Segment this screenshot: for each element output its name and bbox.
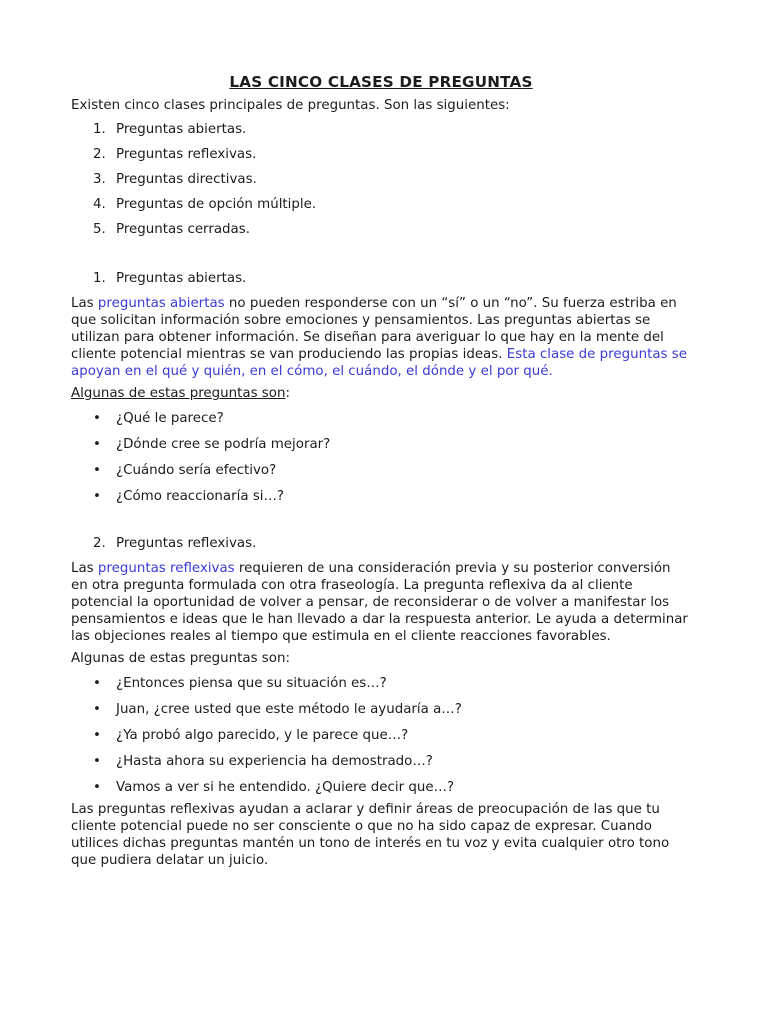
bullet-icon: • (93, 463, 101, 478)
section1-examples (71, 410, 691, 514)
list-number: 1. (93, 122, 106, 137)
bullet-icon: • (93, 728, 101, 743)
section2-heading (71, 535, 691, 560)
section-number: 2. (93, 536, 106, 551)
para-text: Las (71, 296, 98, 311)
bullet-item (71, 410, 691, 436)
list-item-text: Preguntas reflexivas. (116, 147, 257, 162)
list-item (71, 121, 691, 146)
para-text: requieren de una consideración previa y su posterior conversión en otra pregunta formulada con otra fraseología. La pregunta reflexiva da al cliente potencial la oportunidad de volver a pensar, de reconsiderar o de volver a manifestar los pensamientos e ideas que le han llevado a dar la respuesta anterior. Le ayuda a determinar las objeciones reales al tiempo que estimula en el cliente reacciones favorables. (71, 561, 688, 644)
term-highlight: preguntas reflexivas (97, 561, 235, 576)
bullet-item (71, 436, 691, 462)
bullet-text: Juan, ¿cree usted que este método le ayudaría a…? (116, 702, 462, 717)
bullet-text: ¿Entonces piensa que su situación es…? (116, 676, 387, 691)
bullet-item (71, 727, 691, 753)
section-number: 1. (93, 271, 106, 286)
bullet-item (71, 488, 691, 514)
list-item (71, 221, 691, 246)
bullet-text: ¿Ya probó algo parecido, y le parece que…? (116, 728, 409, 743)
bullet-item (71, 462, 691, 488)
list-number: 2. (93, 147, 106, 162)
spacer (71, 246, 691, 270)
page-title: LAS CINCO CLASES DE PREGUNTAS (229, 73, 533, 91)
bullet-icon: • (93, 780, 101, 795)
list-item (71, 196, 691, 221)
bullet-item (71, 753, 691, 779)
document-page (71, 72, 691, 869)
bullet-icon: • (93, 489, 101, 504)
section2-examples (71, 675, 691, 805)
bullet-text: ¿Cómo reaccionaría si…? (116, 489, 285, 504)
bullet-text: ¿Dónde cree se podría mejorar? (116, 437, 331, 452)
highlight-sentence: Esta clase de preguntas se apoyan en el qué y quién, en el cómo, el cuándo, el dónde y el por qué. (71, 347, 687, 379)
bullet-item (71, 701, 691, 727)
bullet-text: ¿Hasta ahora su experiencia ha demostrado…? (116, 754, 433, 769)
examples-label (71, 385, 691, 402)
examples-label-colon: : (285, 386, 290, 401)
bullet-icon: • (93, 676, 101, 691)
closing-paragraph: Las preguntas reflexivas ayudan a aclarar y definir áreas de preocupación de las que tu cliente potencial puede no ser consciente o que no ha sido capaz de expresar. Cuando utilices dichas preguntas mantén un tono de interés en tu voz y evita cualquier otro tono que pudiera delatar un juicio. (71, 802, 670, 868)
para-text: no pueden responderse con un “sí” o un “no”. Su fuerza estriba en que solicitan información sobre emociones y pensamientos. Las preguntas abiertas se utilizan para obtener información. Se diseñan para averiguar lo que hay en la mente del cliente potencial mientras se van produciendo las propias ideas. (71, 296, 677, 362)
list-item-text: Preguntas directivas. (116, 172, 257, 187)
bullet-text: ¿Cuándo sería efectivo? (116, 463, 277, 478)
list-item-text: Preguntas cerradas. (116, 222, 250, 237)
section2-paragraph (71, 560, 691, 645)
intro-paragraph: Existen cinco clases principales de preguntas. Son las siguientes: (71, 98, 510, 113)
examples-label-text: Algunas de estas preguntas son (71, 386, 286, 401)
section2-heading-list (71, 535, 691, 560)
section1-paragraph (71, 295, 691, 380)
bullet-text: Vamos a ver si he entendido. ¿Quiere decir que…? (116, 780, 455, 795)
section1-heading-list (71, 270, 691, 295)
examples-label: Algunas de estas preguntas son: (71, 651, 290, 666)
bullet-text: ¿Qué le parece? (116, 411, 224, 426)
spacer (71, 514, 691, 535)
bullet-icon: • (93, 437, 101, 452)
bullet-icon: • (93, 754, 101, 769)
list-number: 5. (93, 222, 106, 237)
section-heading-text: Preguntas reflexivas. (116, 536, 257, 551)
list-number: 4. (93, 197, 106, 212)
para-text: Las (71, 561, 98, 576)
section-heading-text: Preguntas abiertas. (116, 271, 247, 286)
section1-heading (71, 270, 691, 295)
list-item (71, 146, 691, 171)
list-item (71, 171, 691, 196)
list-item-text: Preguntas de opción múltiple. (116, 197, 317, 212)
list-item-text: Preguntas abiertas. (116, 122, 247, 137)
summary-list (71, 121, 691, 246)
bullet-item (71, 675, 691, 701)
bullet-icon: • (93, 702, 101, 717)
bullet-icon: • (93, 411, 101, 426)
term-highlight: preguntas abiertas (97, 296, 225, 311)
list-number: 3. (93, 172, 106, 187)
bullet-item (71, 779, 691, 805)
